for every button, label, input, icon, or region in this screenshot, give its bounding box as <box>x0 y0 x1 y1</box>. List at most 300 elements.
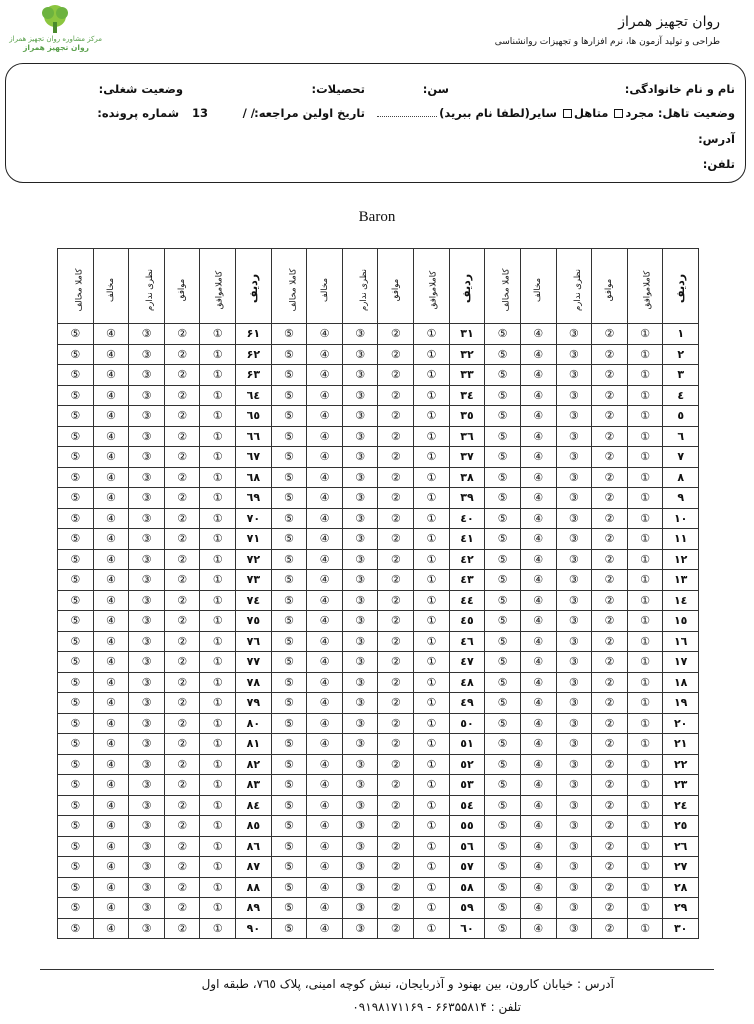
answer-option-cell[interactable]: ③ <box>342 570 378 591</box>
answer-option-cell[interactable]: ④ <box>93 898 129 919</box>
answer-option-cell[interactable]: ① <box>200 426 236 447</box>
answer-option-cell[interactable]: ⑤ <box>58 467 94 488</box>
answer-option-cell[interactable]: ③ <box>556 795 592 816</box>
answer-option-cell[interactable]: ① <box>414 406 450 427</box>
answer-option-cell[interactable]: ④ <box>93 857 129 878</box>
answer-option-cell[interactable]: ① <box>627 918 663 939</box>
answer-option-cell[interactable]: ④ <box>93 795 129 816</box>
answer-option-cell[interactable]: ⑤ <box>271 447 307 468</box>
answer-option-cell[interactable]: ⑤ <box>58 652 94 673</box>
answer-option-cell[interactable]: ④ <box>93 529 129 550</box>
answer-option-cell[interactable]: ④ <box>520 816 556 837</box>
answer-option-cell[interactable]: ④ <box>520 344 556 365</box>
answer-option-cell[interactable]: ① <box>414 713 450 734</box>
answer-option-cell[interactable]: ⑤ <box>58 324 94 345</box>
answer-option-cell[interactable]: ③ <box>129 365 165 386</box>
answer-option-cell[interactable]: ③ <box>556 324 592 345</box>
answer-option-cell[interactable]: ③ <box>129 611 165 632</box>
answer-option-cell[interactable]: ③ <box>129 693 165 714</box>
answer-option-cell[interactable]: ① <box>627 590 663 611</box>
answer-option-cell[interactable]: ⑤ <box>271 631 307 652</box>
answer-option-cell[interactable]: ③ <box>342 488 378 509</box>
answer-option-cell[interactable]: ② <box>378 898 414 919</box>
answer-option-cell[interactable]: ② <box>164 631 200 652</box>
answer-option-cell[interactable]: ⑤ <box>271 795 307 816</box>
answer-option-cell[interactable]: ⑤ <box>485 877 521 898</box>
answer-option-cell[interactable]: ① <box>414 857 450 878</box>
answer-option-cell[interactable]: ③ <box>129 918 165 939</box>
answer-option-cell[interactable]: ③ <box>129 385 165 406</box>
answer-option-cell[interactable]: ② <box>164 816 200 837</box>
answer-option-cell[interactable]: ① <box>200 549 236 570</box>
answer-option-cell[interactable]: ④ <box>93 344 129 365</box>
answer-option-cell[interactable]: ② <box>378 836 414 857</box>
answer-option-cell[interactable]: ③ <box>556 344 592 365</box>
answer-option-cell[interactable]: ② <box>592 816 628 837</box>
answer-option-cell[interactable]: ③ <box>556 918 592 939</box>
answer-option-cell[interactable]: ② <box>164 898 200 919</box>
answer-option-cell[interactable]: ① <box>200 672 236 693</box>
answer-option-cell[interactable]: ① <box>414 467 450 488</box>
answer-option-cell[interactable]: ⑤ <box>485 447 521 468</box>
answer-option-cell[interactable]: ③ <box>342 406 378 427</box>
answer-option-cell[interactable]: ④ <box>93 611 129 632</box>
answer-option-cell[interactable]: ④ <box>307 406 343 427</box>
answer-option-cell[interactable]: ② <box>378 672 414 693</box>
answer-option-cell[interactable]: ⑤ <box>58 508 94 529</box>
answer-option-cell[interactable]: ① <box>627 631 663 652</box>
answer-option-cell[interactable]: ① <box>627 488 663 509</box>
answer-option-cell[interactable]: ③ <box>129 406 165 427</box>
answer-option-cell[interactable]: ⑤ <box>271 611 307 632</box>
answer-option-cell[interactable]: ① <box>414 488 450 509</box>
answer-option-cell[interactable]: ⑤ <box>485 385 521 406</box>
answer-option-cell[interactable]: ② <box>164 385 200 406</box>
answer-option-cell[interactable]: ① <box>627 836 663 857</box>
answer-option-cell[interactable]: ② <box>378 713 414 734</box>
answer-option-cell[interactable]: ④ <box>307 857 343 878</box>
answer-option-cell[interactable]: ⑤ <box>58 488 94 509</box>
answer-option-cell[interactable]: ⑤ <box>58 344 94 365</box>
answer-option-cell[interactable]: ④ <box>307 652 343 673</box>
answer-option-cell[interactable]: ③ <box>129 795 165 816</box>
answer-option-cell[interactable]: ④ <box>93 590 129 611</box>
answer-option-cell[interactable]: ④ <box>520 365 556 386</box>
answer-option-cell[interactable]: ③ <box>342 324 378 345</box>
answer-option-cell[interactable]: ① <box>627 385 663 406</box>
answer-option-cell[interactable]: ⑤ <box>485 324 521 345</box>
answer-option-cell[interactable]: ④ <box>93 836 129 857</box>
other-fill-line[interactable] <box>377 116 437 117</box>
answer-option-cell[interactable]: ③ <box>556 590 592 611</box>
answer-option-cell[interactable]: ③ <box>556 611 592 632</box>
answer-option-cell[interactable]: ② <box>378 631 414 652</box>
answer-option-cell[interactable]: ⑤ <box>485 652 521 673</box>
answer-option-cell[interactable]: ① <box>200 488 236 509</box>
answer-option-cell[interactable]: ① <box>200 693 236 714</box>
answer-option-cell[interactable]: ① <box>200 734 236 755</box>
answer-option-cell[interactable]: ② <box>592 611 628 632</box>
answer-option-cell[interactable]: ② <box>164 754 200 775</box>
answer-option-cell[interactable]: ① <box>200 611 236 632</box>
answer-option-cell[interactable]: ② <box>164 775 200 796</box>
answer-option-cell[interactable]: ① <box>200 836 236 857</box>
answer-option-cell[interactable]: ④ <box>93 447 129 468</box>
answer-option-cell[interactable]: ② <box>164 344 200 365</box>
answer-option-cell[interactable]: ③ <box>342 365 378 386</box>
answer-option-cell[interactable]: ④ <box>93 775 129 796</box>
answer-option-cell[interactable]: ④ <box>307 918 343 939</box>
answer-option-cell[interactable]: ③ <box>342 631 378 652</box>
answer-option-cell[interactable]: ③ <box>556 857 592 878</box>
answer-option-cell[interactable]: ③ <box>556 713 592 734</box>
answer-option-cell[interactable]: ② <box>378 611 414 632</box>
answer-option-cell[interactable]: ③ <box>342 529 378 550</box>
answer-option-cell[interactable]: ④ <box>307 549 343 570</box>
answer-option-cell[interactable]: ③ <box>556 877 592 898</box>
answer-option-cell[interactable]: ③ <box>342 508 378 529</box>
answer-option-cell[interactable]: ④ <box>520 836 556 857</box>
answer-option-cell[interactable]: ④ <box>520 918 556 939</box>
answer-option-cell[interactable]: ① <box>200 365 236 386</box>
answer-option-cell[interactable]: ① <box>200 877 236 898</box>
answer-option-cell[interactable]: ② <box>592 918 628 939</box>
answer-option-cell[interactable]: ① <box>627 467 663 488</box>
answer-option-cell[interactable]: ① <box>627 344 663 365</box>
answer-option-cell[interactable]: ⑤ <box>58 836 94 857</box>
answer-option-cell[interactable]: ② <box>592 385 628 406</box>
answer-option-cell[interactable]: ③ <box>342 693 378 714</box>
answer-option-cell[interactable]: ⑤ <box>271 467 307 488</box>
answer-option-cell[interactable]: ⑤ <box>271 918 307 939</box>
answer-option-cell[interactable]: ② <box>592 713 628 734</box>
answer-option-cell[interactable]: ① <box>414 590 450 611</box>
answer-option-cell[interactable]: ② <box>592 672 628 693</box>
answer-option-cell[interactable]: ② <box>164 611 200 632</box>
answer-option-cell[interactable]: ① <box>414 447 450 468</box>
answer-option-cell[interactable]: ⑤ <box>271 775 307 796</box>
answer-option-cell[interactable]: ⑤ <box>485 488 521 509</box>
answer-option-cell[interactable]: ⑤ <box>271 734 307 755</box>
answer-option-cell[interactable]: ⑤ <box>485 898 521 919</box>
answer-option-cell[interactable]: ① <box>627 406 663 427</box>
answer-option-cell[interactable]: ① <box>414 795 450 816</box>
answer-option-cell[interactable]: ① <box>200 857 236 878</box>
answer-option-cell[interactable]: ① <box>414 816 450 837</box>
answer-option-cell[interactable]: ① <box>627 426 663 447</box>
answer-option-cell[interactable]: ④ <box>307 693 343 714</box>
answer-option-cell[interactable]: ② <box>592 652 628 673</box>
answer-option-cell[interactable]: ① <box>627 795 663 816</box>
answer-option-cell[interactable]: ② <box>164 529 200 550</box>
answer-option-cell[interactable]: ⑤ <box>58 426 94 447</box>
answer-option-cell[interactable]: ⑤ <box>485 918 521 939</box>
answer-option-cell[interactable]: ① <box>414 385 450 406</box>
answer-option-cell[interactable]: ③ <box>129 754 165 775</box>
answer-option-cell[interactable]: ② <box>378 488 414 509</box>
answer-option-cell[interactable]: ② <box>592 775 628 796</box>
answer-option-cell[interactable]: ④ <box>520 529 556 550</box>
answer-option-cell[interactable]: ③ <box>129 816 165 837</box>
answer-option-cell[interactable]: ⑤ <box>271 406 307 427</box>
answer-option-cell[interactable]: ④ <box>520 877 556 898</box>
answer-option-cell[interactable]: ④ <box>520 488 556 509</box>
answer-option-cell[interactable]: ② <box>592 857 628 878</box>
answer-option-cell[interactable]: ⑤ <box>271 426 307 447</box>
answer-option-cell[interactable]: ② <box>592 549 628 570</box>
answer-option-cell[interactable]: ② <box>378 344 414 365</box>
answer-option-cell[interactable]: ① <box>414 631 450 652</box>
answer-option-cell[interactable]: ⑤ <box>485 549 521 570</box>
answer-option-cell[interactable]: ④ <box>93 672 129 693</box>
answer-option-cell[interactable]: ① <box>414 877 450 898</box>
answer-option-cell[interactable]: ④ <box>520 898 556 919</box>
answer-option-cell[interactable]: ① <box>627 652 663 673</box>
answer-option-cell[interactable]: ② <box>592 467 628 488</box>
answer-option-cell[interactable]: ③ <box>342 672 378 693</box>
answer-option-cell[interactable]: ② <box>164 877 200 898</box>
answer-option-cell[interactable]: ④ <box>307 426 343 447</box>
answer-option-cell[interactable]: ④ <box>520 570 556 591</box>
answer-option-cell[interactable]: ② <box>378 652 414 673</box>
answer-option-cell[interactable]: ① <box>200 570 236 591</box>
answer-option-cell[interactable]: ② <box>164 836 200 857</box>
answer-option-cell[interactable]: ⑤ <box>58 816 94 837</box>
answer-option-cell[interactable]: ④ <box>520 713 556 734</box>
answer-option-cell[interactable]: ⑤ <box>485 631 521 652</box>
answer-option-cell[interactable]: ① <box>414 898 450 919</box>
answer-option-cell[interactable]: ③ <box>342 447 378 468</box>
answer-option-cell[interactable]: ② <box>592 344 628 365</box>
answer-option-cell[interactable]: ④ <box>93 406 129 427</box>
answer-option-cell[interactable]: ① <box>200 324 236 345</box>
answer-option-cell[interactable]: ③ <box>556 754 592 775</box>
answer-option-cell[interactable]: ② <box>164 713 200 734</box>
answer-option-cell[interactable]: ④ <box>93 877 129 898</box>
answer-option-cell[interactable]: ③ <box>129 775 165 796</box>
answer-option-cell[interactable]: ① <box>414 344 450 365</box>
answer-option-cell[interactable]: ① <box>414 549 450 570</box>
answer-option-cell[interactable]: ④ <box>520 467 556 488</box>
answer-option-cell[interactable]: ① <box>627 898 663 919</box>
answer-option-cell[interactable]: ③ <box>129 734 165 755</box>
answer-option-cell[interactable]: ① <box>627 365 663 386</box>
answer-option-cell[interactable]: ④ <box>93 426 129 447</box>
answer-option-cell[interactable]: ④ <box>520 611 556 632</box>
answer-option-cell[interactable]: ④ <box>93 324 129 345</box>
answer-option-cell[interactable]: ② <box>378 775 414 796</box>
answer-option-cell[interactable]: ⑤ <box>485 570 521 591</box>
answer-option-cell[interactable]: ① <box>414 734 450 755</box>
answer-option-cell[interactable]: ③ <box>556 508 592 529</box>
answer-option-cell[interactable]: ① <box>200 631 236 652</box>
answer-option-cell[interactable]: ③ <box>342 754 378 775</box>
answer-option-cell[interactable]: ① <box>200 713 236 734</box>
answer-option-cell[interactable]: ④ <box>307 611 343 632</box>
answer-option-cell[interactable]: ③ <box>342 734 378 755</box>
answer-option-cell[interactable]: ④ <box>93 734 129 755</box>
answer-option-cell[interactable]: ② <box>164 590 200 611</box>
answer-option-cell[interactable]: ① <box>200 652 236 673</box>
answer-option-cell[interactable]: ③ <box>129 549 165 570</box>
answer-option-cell[interactable]: ⑤ <box>271 549 307 570</box>
answer-option-cell[interactable]: ① <box>627 857 663 878</box>
answer-option-cell[interactable]: ② <box>378 918 414 939</box>
answer-option-cell[interactable]: ② <box>378 877 414 898</box>
answer-option-cell[interactable]: ③ <box>342 590 378 611</box>
answer-option-cell[interactable]: ④ <box>307 816 343 837</box>
answer-option-cell[interactable]: ④ <box>520 324 556 345</box>
answer-option-cell[interactable]: ① <box>414 324 450 345</box>
answer-option-cell[interactable]: ② <box>164 488 200 509</box>
answer-option-cell[interactable]: ③ <box>556 734 592 755</box>
answer-option-cell[interactable]: ⑤ <box>58 898 94 919</box>
answer-option-cell[interactable]: ① <box>200 590 236 611</box>
answer-option-cell[interactable]: ② <box>378 816 414 837</box>
answer-option-cell[interactable]: ① <box>627 508 663 529</box>
answer-option-cell[interactable]: ② <box>378 508 414 529</box>
answer-option-cell[interactable]: ① <box>414 672 450 693</box>
answer-option-cell[interactable]: ④ <box>520 508 556 529</box>
answer-option-cell[interactable]: ② <box>592 488 628 509</box>
answer-option-cell[interactable]: ② <box>164 467 200 488</box>
answer-option-cell[interactable]: ③ <box>342 898 378 919</box>
answer-option-cell[interactable]: ④ <box>520 775 556 796</box>
answer-option-cell[interactable]: ⑤ <box>271 877 307 898</box>
answer-option-cell[interactable]: ⑤ <box>485 590 521 611</box>
answer-option-cell[interactable]: ④ <box>93 918 129 939</box>
answer-option-cell[interactable]: ③ <box>129 877 165 898</box>
answer-option-cell[interactable]: ⑤ <box>485 754 521 775</box>
answer-option-cell[interactable]: ① <box>200 447 236 468</box>
answer-option-cell[interactable]: ② <box>592 324 628 345</box>
answer-option-cell[interactable]: ④ <box>93 570 129 591</box>
answer-option-cell[interactable]: ⑤ <box>58 754 94 775</box>
answer-option-cell[interactable]: ④ <box>307 754 343 775</box>
answer-option-cell[interactable]: ② <box>164 570 200 591</box>
answer-option-cell[interactable]: ④ <box>307 631 343 652</box>
answer-option-cell[interactable]: ⑤ <box>271 570 307 591</box>
answer-option-cell[interactable]: ② <box>592 631 628 652</box>
answer-option-cell[interactable]: ② <box>592 529 628 550</box>
answer-option-cell[interactable]: ③ <box>556 775 592 796</box>
answer-option-cell[interactable]: ② <box>592 426 628 447</box>
answer-option-cell[interactable]: ④ <box>93 754 129 775</box>
answer-option-cell[interactable]: ① <box>200 508 236 529</box>
answer-option-cell[interactable]: ③ <box>556 467 592 488</box>
answer-option-cell[interactable]: ① <box>414 508 450 529</box>
answer-option-cell[interactable]: ② <box>164 426 200 447</box>
answer-option-cell[interactable]: ④ <box>520 795 556 816</box>
answer-option-cell[interactable]: ① <box>414 611 450 632</box>
answer-option-cell[interactable]: ⑤ <box>485 508 521 529</box>
answer-option-cell[interactable]: ② <box>164 672 200 693</box>
answer-option-cell[interactable]: ② <box>592 447 628 468</box>
answer-option-cell[interactable]: ⑤ <box>58 406 94 427</box>
answer-option-cell[interactable]: ⑤ <box>58 693 94 714</box>
answer-option-cell[interactable]: ⑤ <box>485 734 521 755</box>
married-checkbox[interactable] <box>563 109 572 118</box>
answer-option-cell[interactable]: ③ <box>556 836 592 857</box>
answer-option-cell[interactable]: ③ <box>129 344 165 365</box>
answer-option-cell[interactable]: ⑤ <box>485 857 521 878</box>
answer-option-cell[interactable]: ① <box>627 877 663 898</box>
answer-option-cell[interactable]: ⑤ <box>271 385 307 406</box>
answer-option-cell[interactable]: ⑤ <box>58 918 94 939</box>
answer-option-cell[interactable]: ③ <box>342 816 378 837</box>
answer-option-cell[interactable]: ① <box>200 467 236 488</box>
answer-option-cell[interactable]: ④ <box>520 385 556 406</box>
answer-option-cell[interactable]: ① <box>200 385 236 406</box>
answer-option-cell[interactable]: ② <box>164 365 200 386</box>
answer-option-cell[interactable]: ② <box>592 508 628 529</box>
single-checkbox[interactable] <box>614 109 623 118</box>
answer-option-cell[interactable]: ① <box>200 529 236 550</box>
answer-option-cell[interactable]: ④ <box>520 672 556 693</box>
answer-option-cell[interactable]: ④ <box>520 549 556 570</box>
answer-option-cell[interactable]: ③ <box>342 918 378 939</box>
answer-option-cell[interactable]: ④ <box>520 693 556 714</box>
answer-option-cell[interactable]: ⑤ <box>485 775 521 796</box>
answer-option-cell[interactable]: ⑤ <box>271 590 307 611</box>
answer-option-cell[interactable]: ② <box>164 549 200 570</box>
answer-option-cell[interactable]: ④ <box>520 652 556 673</box>
answer-option-cell[interactable]: ⑤ <box>271 693 307 714</box>
answer-option-cell[interactable]: ⑤ <box>485 816 521 837</box>
answer-option-cell[interactable]: ③ <box>556 631 592 652</box>
answer-option-cell[interactable]: ⑤ <box>58 365 94 386</box>
answer-option-cell[interactable]: ① <box>627 324 663 345</box>
answer-option-cell[interactable]: ④ <box>307 570 343 591</box>
answer-option-cell[interactable]: ④ <box>93 385 129 406</box>
answer-option-cell[interactable]: ⑤ <box>485 693 521 714</box>
answer-option-cell[interactable]: ④ <box>307 447 343 468</box>
answer-option-cell[interactable]: ③ <box>556 652 592 673</box>
answer-option-cell[interactable]: ② <box>592 795 628 816</box>
answer-option-cell[interactable]: ③ <box>129 324 165 345</box>
answer-option-cell[interactable]: ③ <box>342 426 378 447</box>
answer-option-cell[interactable]: ⑤ <box>271 713 307 734</box>
answer-option-cell[interactable]: ④ <box>307 324 343 345</box>
answer-option-cell[interactable]: ③ <box>129 857 165 878</box>
answer-option-cell[interactable]: ④ <box>307 734 343 755</box>
answer-option-cell[interactable]: ② <box>378 734 414 755</box>
answer-option-cell[interactable]: ④ <box>520 857 556 878</box>
answer-option-cell[interactable]: ① <box>200 754 236 775</box>
answer-option-cell[interactable]: ⑤ <box>271 508 307 529</box>
answer-option-cell[interactable]: ③ <box>342 549 378 570</box>
answer-option-cell[interactable]: ⑤ <box>271 324 307 345</box>
answer-option-cell[interactable]: ⑤ <box>271 672 307 693</box>
answer-option-cell[interactable]: ② <box>592 877 628 898</box>
answer-option-cell[interactable]: ② <box>592 754 628 775</box>
answer-option-cell[interactable]: ① <box>627 672 663 693</box>
answer-option-cell[interactable]: ③ <box>342 836 378 857</box>
answer-option-cell[interactable]: ④ <box>93 467 129 488</box>
answer-option-cell[interactable]: ③ <box>129 898 165 919</box>
answer-option-cell[interactable]: ④ <box>307 836 343 857</box>
answer-option-cell[interactable]: ④ <box>93 816 129 837</box>
answer-option-cell[interactable]: ② <box>592 590 628 611</box>
answer-option-cell[interactable]: ⑤ <box>58 713 94 734</box>
answer-option-cell[interactable]: ② <box>592 406 628 427</box>
answer-option-cell[interactable]: ⑤ <box>271 365 307 386</box>
answer-option-cell[interactable]: ③ <box>129 836 165 857</box>
answer-option-cell[interactable]: ③ <box>556 549 592 570</box>
answer-option-cell[interactable]: ② <box>592 365 628 386</box>
answer-option-cell[interactable]: ④ <box>307 775 343 796</box>
answer-option-cell[interactable]: ④ <box>93 365 129 386</box>
